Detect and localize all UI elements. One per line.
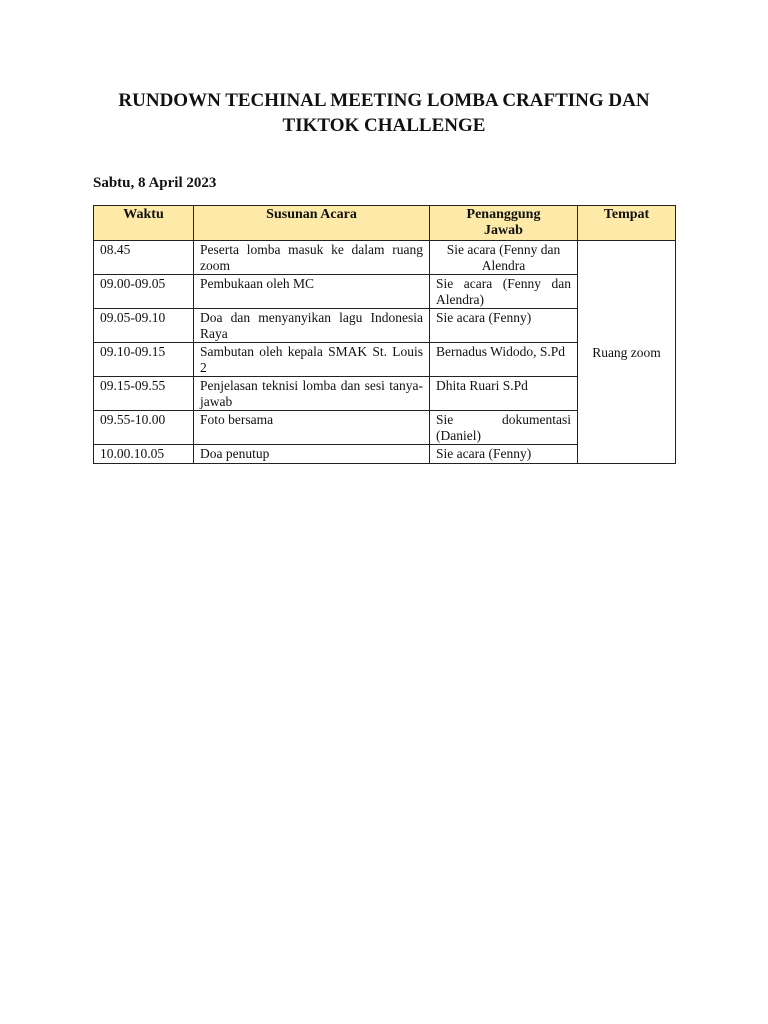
event-cell: Peserta lomba masuk ke dalam ruang zoom	[194, 241, 430, 275]
time-cell: 09.55-10.00	[94, 411, 194, 445]
time-cell: 09.05-09.10	[94, 309, 194, 343]
event-cell: Doa penutup	[194, 445, 430, 464]
pic-cell: Sie acara (Fenny)	[430, 445, 578, 464]
event-cell: Penjelasan teknisi lomba dan sesi tanya-jawab	[194, 377, 430, 411]
pic-cell: Sie acara (Fenny dan Alendra)	[430, 275, 578, 309]
pic-cell: Sie acara (Fenny dan Alendra	[430, 241, 578, 275]
header-susunan-acara: Susunan Acara	[194, 206, 430, 241]
pic-cell: Sie acara (Fenny)	[430, 309, 578, 343]
header-waktu: Waktu	[94, 206, 194, 241]
header-penanggung-jawab	[430, 206, 578, 241]
time-cell: 09.00-09.05	[94, 275, 194, 309]
header-penanggung-line2: Jawab	[484, 223, 523, 238]
pic-cell: Sie dokumentasi (Daniel)	[430, 411, 578, 445]
header-penanggung-line1: Penanggung	[466, 207, 541, 222]
title-line-1: RUNDOWN TECHINAL MEETING LOMBA CRAFTING DAN	[118, 90, 650, 111]
pic-cell: Dhita Ruari S.Pd	[430, 377, 578, 411]
document-title	[60, 88, 708, 138]
event-cell: Pembukaan oleh MC	[194, 275, 430, 309]
time-cell: 08.45	[94, 241, 194, 275]
event-date: Sabtu, 8 April 2023	[93, 175, 217, 191]
time-cell: 10.00.10.05	[94, 445, 194, 464]
time-cell: 09.10-09.15	[94, 343, 194, 377]
event-cell: Doa dan menyanyikan lagu Indonesia Raya	[194, 309, 430, 343]
table-row	[94, 241, 676, 275]
pic-cell: Bernadus Widodo, S.Pd	[430, 343, 578, 377]
event-cell: Sambutan oleh kepala SMAK St. Louis 2	[194, 343, 430, 377]
rundown-table	[93, 205, 676, 464]
time-cell: 09.15-09.55	[94, 377, 194, 411]
header-tempat: Tempat	[578, 206, 676, 241]
event-cell: Foto bersama	[194, 411, 430, 445]
title-line-2: TIKTOK CHALLENGE	[282, 115, 486, 136]
table-header-row	[94, 206, 676, 241]
place-cell: Ruang zoom	[578, 241, 676, 464]
